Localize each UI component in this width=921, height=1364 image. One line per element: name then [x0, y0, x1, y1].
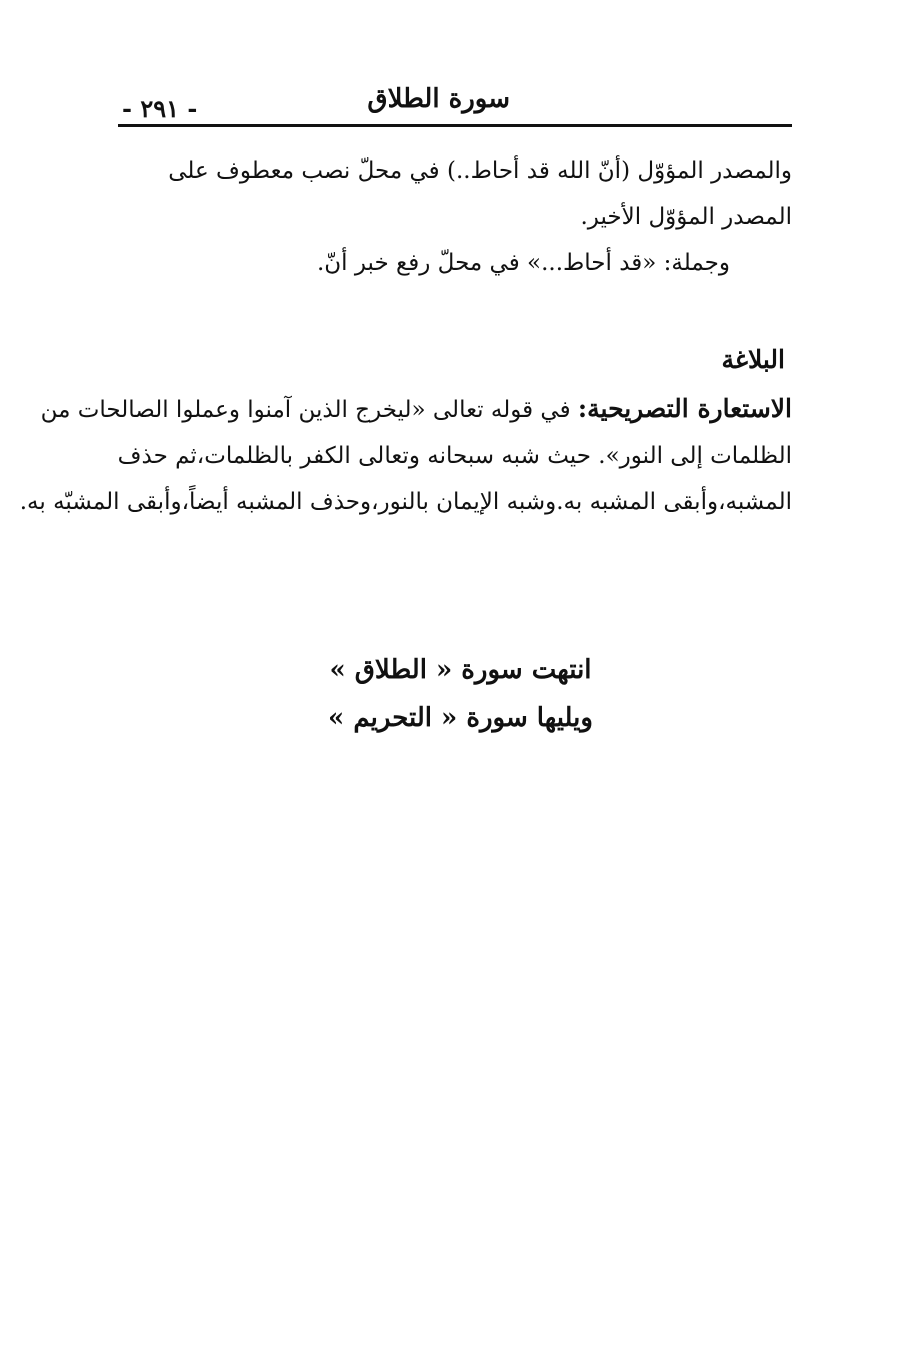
grammar-line-2: المصدر المؤوّل الأخير.	[580, 204, 792, 230]
rhetoric-line-1	[40, 386, 792, 433]
section-heading: البلاغة	[721, 345, 785, 374]
closing-line-1: انتهت سورة « الطلاق »	[329, 655, 592, 685]
running-title: سورة الطلاق	[367, 84, 510, 114]
grammar-line-3: وجملة: «قد أحاط...» في محلّ رفع خبر أنّ.	[316, 250, 730, 276]
closing-line-2: ويليها سورة « التحريم »	[328, 703, 593, 733]
grammar-paragraph	[108, 148, 792, 286]
header-rule	[118, 124, 792, 127]
page-header	[118, 82, 792, 124]
page-number: - ٢٩١ -	[122, 94, 198, 123]
grammar-line-1: والمصدر المؤوّل (أنّ الله قد أحاط..) في محلّ نصب معطوف على	[168, 158, 792, 184]
rhetoric-paragraph	[19, 386, 792, 525]
rhetoric-line-3: المشبه،وأبقى المشبه به.وشبه الإيمان بالنور،وحذف المشبه أيضاً،وأبقى المشبّه به.	[19, 489, 792, 515]
rhetoric-term: الاستعارة التصريحية:	[577, 394, 792, 423]
rhetoric-line-1-text: في قوله تعالى «ليخرج الذين آمنوا وعملوا الصالحات من	[40, 397, 578, 423]
rhetoric-line-2: الظلمات إلى النور». حيث شبه سبحانه وتعالى الكفر بالظلمات،ثم حذف	[117, 443, 792, 469]
